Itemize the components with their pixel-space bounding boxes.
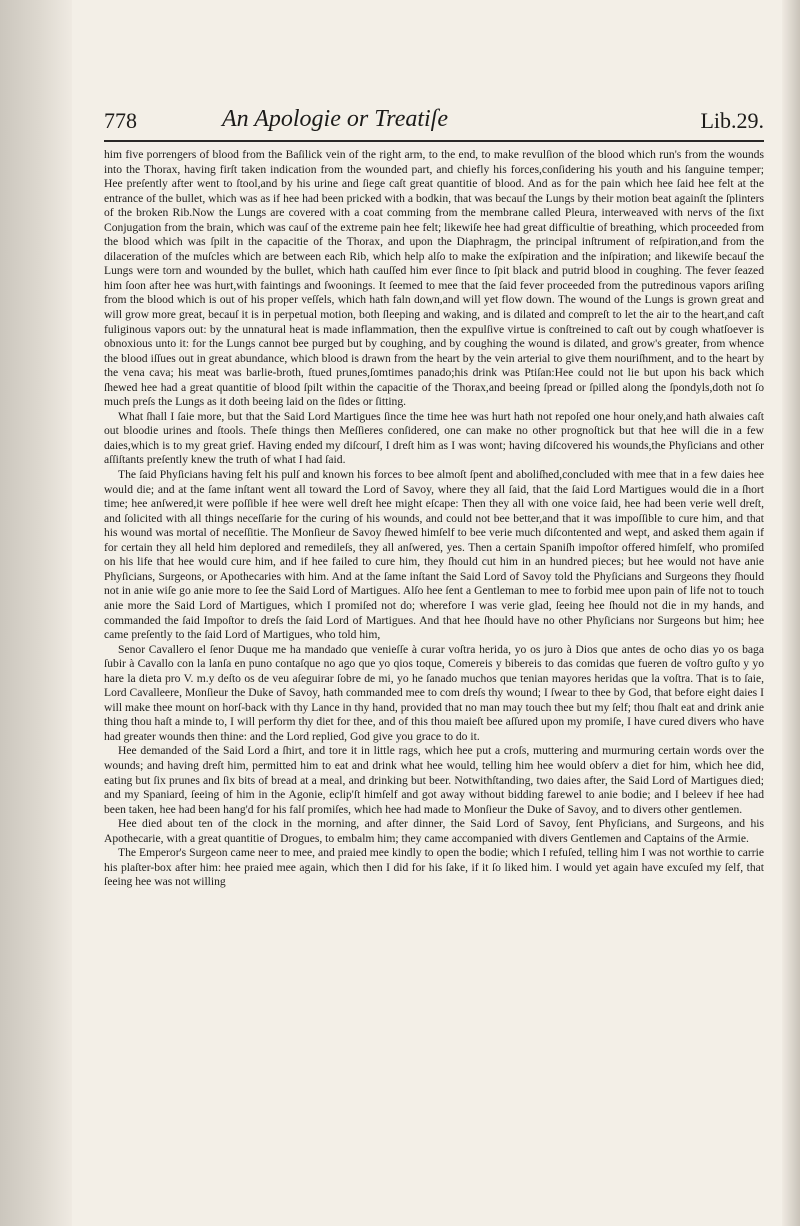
running-title: An Apologie or Treatiſe [222, 106, 448, 132]
page-gutter-left [0, 0, 72, 1226]
paragraph: The ſaid Phyſicians having felt his pulſ and known his forces to bee almoſt ſpent and aboliſhed,concluded with mee that in a few daies hee would die; and at the ſame inſtant went all toward the Lord of Savoy, where they all ſaid, that the ſaid Lord Martigues would die in a ſhort time; hee anſwered,it were poſſible if hee were well dreſt hee might eſcape: Then they all with one voice ſaid, hee had been verie well dreſt, and ſolicited with all things neceſſarie for the curing of his wounds, and could not bee better,and that it was impoſſible to cure him, and that his wound was mortal of neceſſitie. The Monſieur de Savoy ſhewed himſelf to bee verie much diſcontented and wept, and asked them again if for certain they all held him deplored and remedileſs, they all anſwered, yes. Then a certain Spaniſh impoſtor offered himſelf, who promiſed on his life that hee would cure him, and if hee failed to cure him, they ſhould cut him in an hundred pieces; but hee would not have anie Phyſicians, Surgeons, or Apothecaries with him. And at the ſame inſtant the Said Lord of Savoy told the Phyſicians and Surgeons they ſhould not in anie wiſe go anie more to ſee the Said Lord of Martigues. Alſo hee ſent a Gentleman to mee to forbid mee upon pain of life not to touch anie more the Said Lord of Martigues, which I promiſed not do; wherefore I was verie glad, ſeeing hee ſhould not die in my hands, and commanded the ſaid Impoſtor to dreſs the ſaid Lord of Martigues. And that hee ſhould have no other Phyſicians nor Surgeons but him; hee came preſently to the ſaid Lord of Martigues, who told him, [104, 468, 764, 642]
paragraph: him five porrengers of blood from the Baſilick vein of the right arm, to the end, to make revulſion of the blood which run's from the wounds into the Thorax, having firſt taken indication from the wounded part, and chiefly his forces,conſidering his youth and his ſanguine temper; Hee preſently after went to ſtool,and by his urine and ſiege caſt great quantitie of blood. And as for the pain which hee ſaid hee felt at the entrance of the bullet, which was as if hee had been pricked with a bodkin, that was becauſ the Lungs by their motion beat againſt the ſplinters of the broken Rib.Now the Lungs are covered with a coat comming from the membrane called Pleura, interweaved with nervs of the ſixt Conjugation from the brain, which was cauſ of the extreme pain hee felt; likewiſe hee had great difficultie of breathing, which proceeded from the blood which was ſpilt in the capacitie of the Thorax, and upon the Diaphragm, the principal inſtrument of reſpiration,and from the dilaceration of the muſcles which are between each Rib, which help alſo to make the exſpiration and the inſpiration; and likewiſe becauſ the Lungs were torn and wounded by the bullet, which hath cauſſed him ever ſince to ſpit black and putrid blood in coughing. The fever ſeazed him ſoon after hee was hurt,with faintings and ſwoonings. It ſeemed to mee that the ſaid fever proceeded from the putredinous vapors ariſing from the blood which is out of his proper veſſels, which hath faln down,and will yet flow down. The wound of the Lungs is grown great and will grow more great, becauſ it is in perpetual motion, both ſleeping and waking, and is dilated and compreſt to let the air to the heart,and caſt fuliginous vapors out: by the unnatural heat is made inflammation, then the expulſive virtue is conſtreined to caſt out by cough whatſoever is obnoxious unto it: for the Lungs cannot bee purged but by coughing, and by coughing the wound is dilated, and grow's greater, from whence the blood iſſues out in great abundance, which blood is drawn from the heart by the vein arterial to give them nouriſhment, and to the heart by the vena cava; his meat was barlie-broth, ſtued prunes,ſomtimes panado;his drink was Ptiſan:Hee could not lie but upon his back which ſhewed hee had a great quantitie of blood ſpilt within the capacitie of the Thorax,and beeing ſpread or ſpilled along the ſpondyls,doth not ſo much preſs the Lungs as it doth beeing laid on the ſides or ſitting. [104, 148, 764, 409]
paragraph: The Emperor's Surgeon came neer to mee, and praied mee kindly to open the bodie; which I refuſed, telling him I was not worthie to carrie his plaſter-box after him: hee praied mee again, which then I did for his ſake, if it ſo liked him. I would yet again have excuſed my ſelf, that ſeeing hee was not willing [104, 846, 764, 889]
body-text [104, 148, 764, 1208]
spanish-quotation: Senor Cavallero el ſenor Duque me ha mandado que venieſſe à curar voſtra herida, yo os juro à Dios que antes de ocho dias yo os baga ſubir à Cavallo con la lanſa en puno contaſque no ago que yo qios toque, Comereis y bibereis to das comidas que fueren de voſtro guſto y yo hare la dieta pro V. m.y deſto os de veu aſeguirar ſobre de mi, yo he ſanado muchos que tenian mayores heridas que la voſtra. That is to ſaie, Lord Cavalleere, Monſieur the Duke of Savoy, hath commanded mee to com dreſs thy wound; I ſwear to thee by God, that before eight daies I will make thee mount on horſ-back with thy Lance in thy hand, provided that no man may touch thee but my ſelf; thou ſhalt eat and drink anie thing thou haſt a minde to, I will perform thy diet for thee, and of this thou maieſt bee aſſured upon my promiſe, I have cured divers who have had greater wounds then thine: and the Lord replied, God give you grace to do it. [104, 642, 764, 743]
paragraph: Hee demanded of the Said Lord a ſhirt, and tore it in little rags, which hee put a croſs, muttering and murmuring certain words over the wounds; and having dreſt him, permitted him to eat and drink what hee would, telling him hee would obſerv a diet for him, which hee did, eating but ſix prunes and ſix bits of bread at a meal, and drinking but beer. Notwithſtanding, two daies after, the Said Lord of Martigues died; and my Spaniard, ſeeing of him in the Agonie, eclip'ſt himſelf and got away without bidding farewel to anie bodie; and I beleev if hee had been taken, hee had been hang'd for his falſ promiſes, which hee had made to Monſieur the Duke of Savoy, and to divers other gentlemen. [104, 744, 764, 816]
page-header [104, 102, 764, 142]
page-number: 778 [104, 108, 137, 133]
paragraph: What ſhall I ſaie more, but that the Said Lord Martigues ſince the time hee was hurt hath not repoſed one hour onely,and hath alwaies caſt out bloodie urines and ſtools. Theſe things then Meſſieres conſidered, one can make no other prognoſtick but that hee will die in a few daies,which is to my great grief. Having ended my diſcourſ, I dreſt him as I was wont; having diſcovered his wounds,the Phyſicians and other aſſiſtants preſently knew the truth of what I had ſaid. [104, 409, 764, 467]
header-rule [104, 140, 764, 142]
book-reference: Lib.29. [700, 108, 764, 133]
page-edge-right [782, 0, 800, 1226]
paragraph: Hee died about ten of the clock in the morning, and after dinner, the Said Lord of Savoy, ſent Phyſicians, and Surgeons, and his Apothecarie, with a great quantitie of Drogues, to embalm him; they came accompanied with divers Gentlemen and Captains of the Armie. [104, 817, 764, 845]
